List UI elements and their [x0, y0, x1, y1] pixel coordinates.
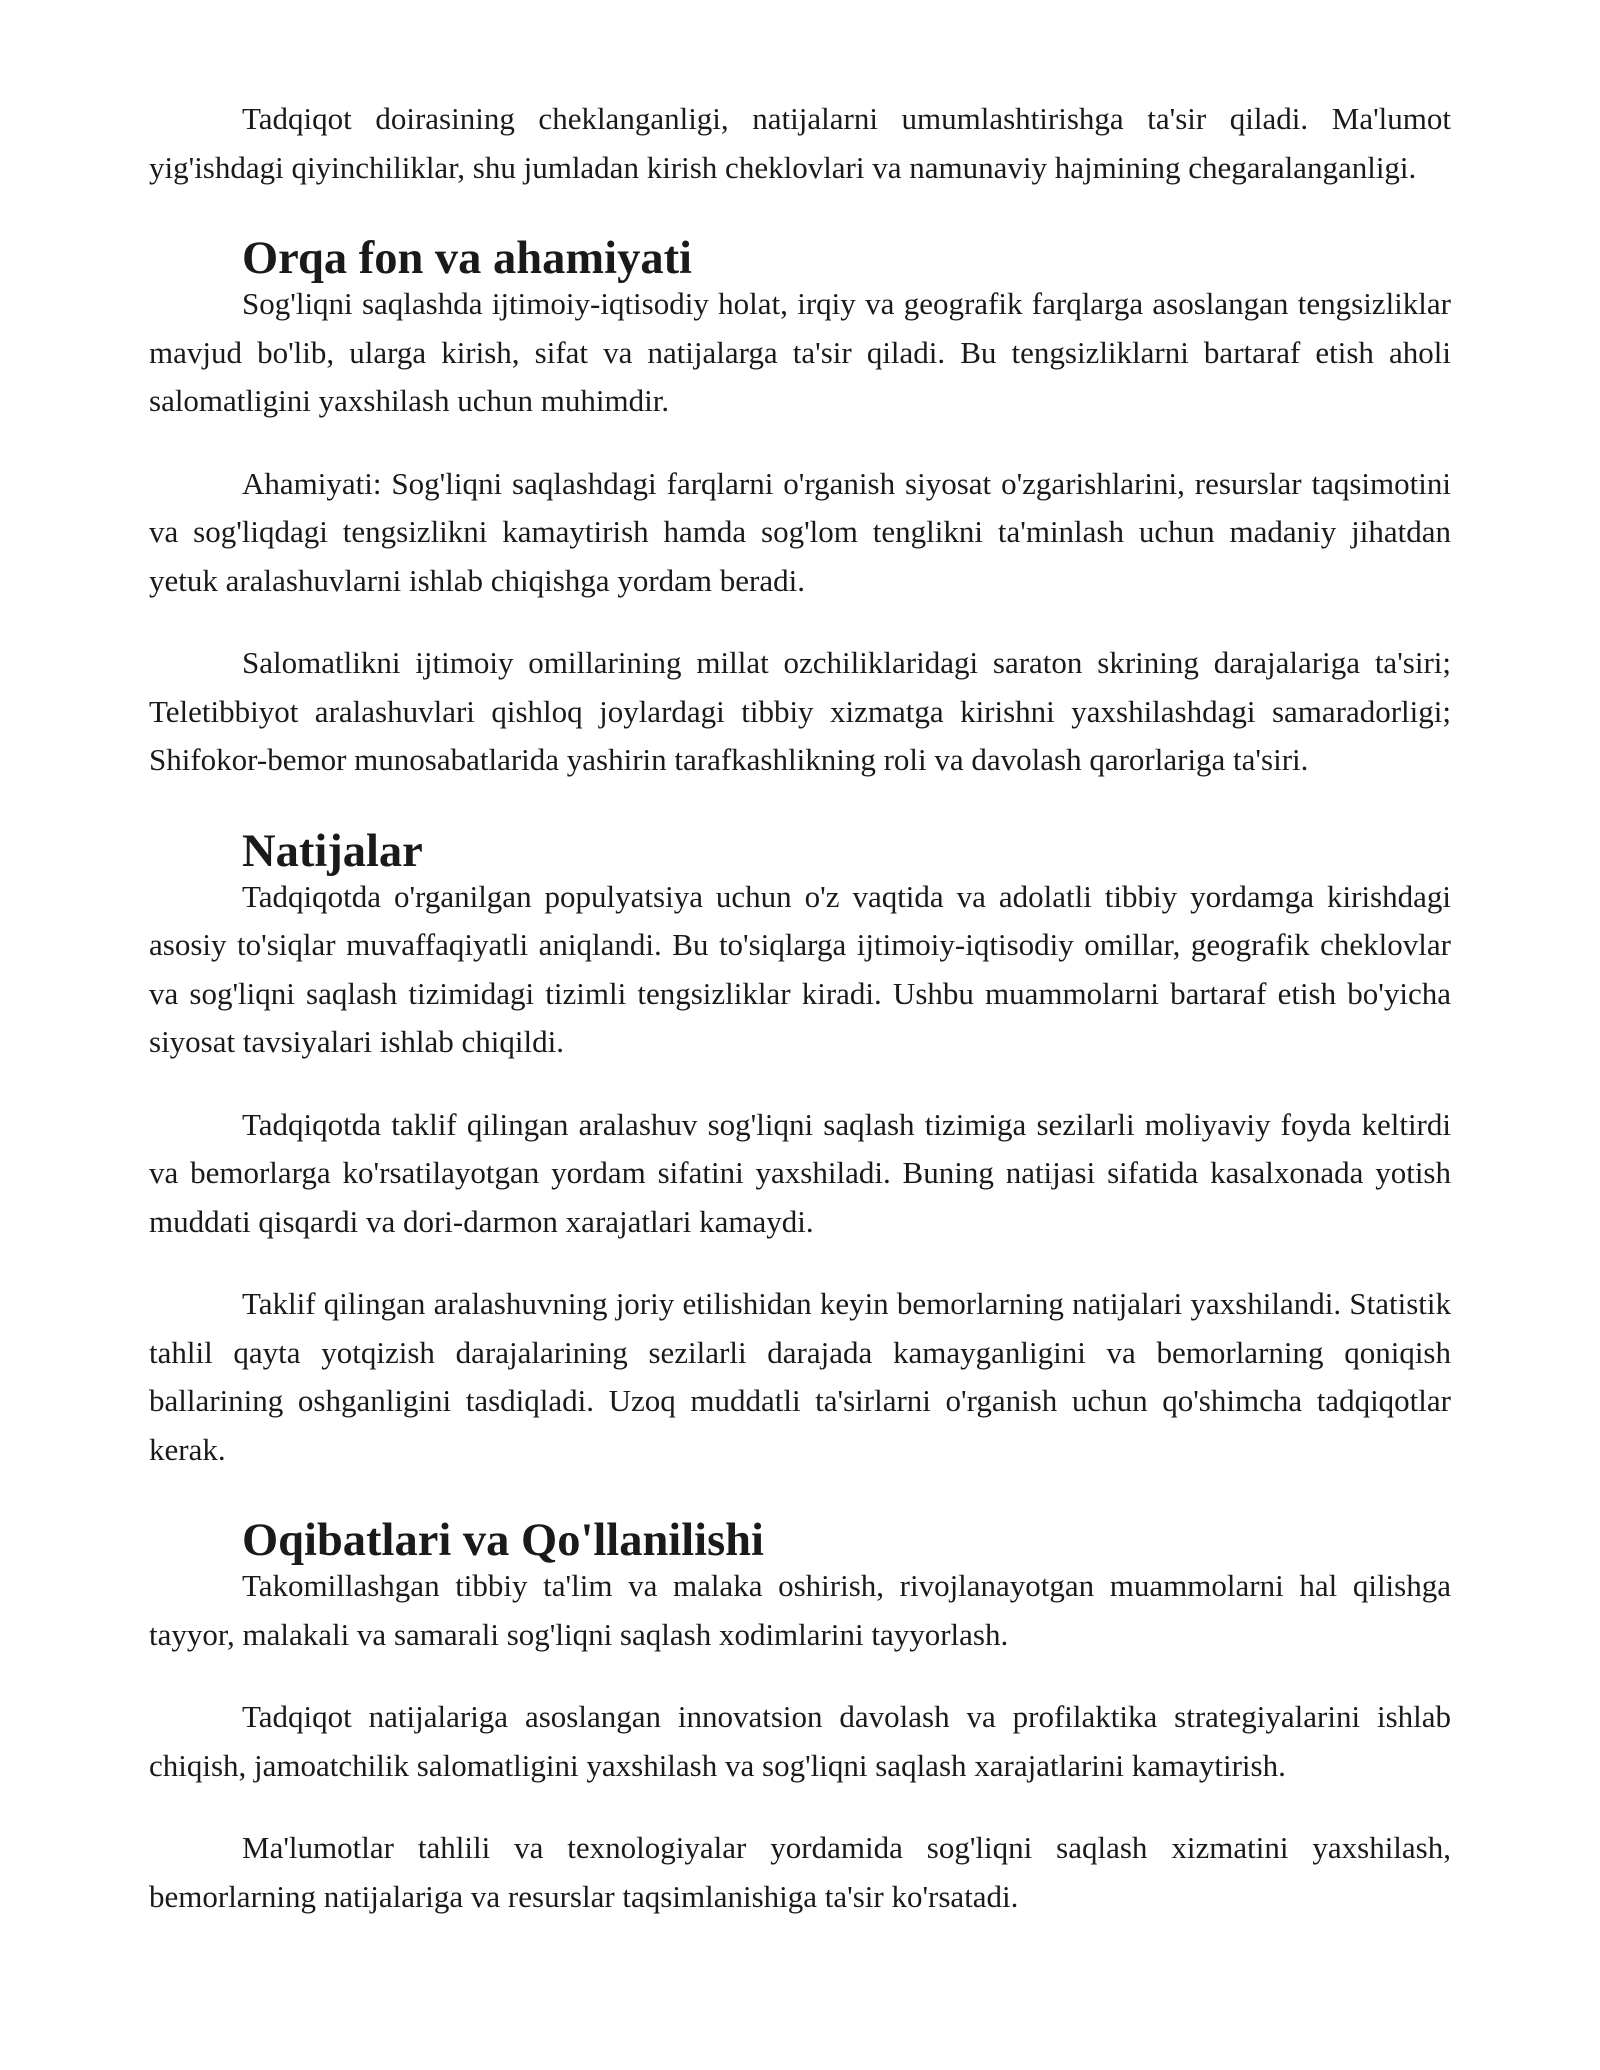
section-paragraph: Tadqiqot natijalariga asoslangan innovatsion davolash va profilaktika strategiyalarini ishlab chiqish, jamoatchilik salomatligini yaxshilash va sog'liqni saqlash xarajatlarini kamaytirish.: [149, 1699, 1451, 1783]
intro-paragraph: Tadqiqot doirasining cheklanganligi, natijalarni umumlashtirishga ta'sir qiladi. Ma'lumot yig'ishdagi qiyinchiliklar, shu jumladan kirish cheklovlari va namunaviy hajmining chegaralanganligi.: [149, 101, 1451, 185]
section-paragraph: Tadqiqotda taklif qilingan aralashuv sog'liqni saqlash tizimiga sezilarli moliyaviy foyda keltirdi va bemorlarga ko'rsatilayotgan yordam sifatini yaxshiladi. Buning natijasi sifatida kasalxonada yotish muddati qisqardi va dori-darmon xarajatlari kamaydi.: [149, 1106, 1451, 1239]
section-paragraph: Taklif qilingan aralashuvning joriy etilishidan keyin bemorlarning natijalari yaxshilandi. Statistik tahlil qayta yotqizish darajalarining sezilarli darajada kamayganligini va bemorlarning qoniqish ballarining oshganligini tasdiqladi. Uzoq muddatli ta'sirlarni o'rganish uchun qo'shimcha tadqiqotlar kerak.: [149, 1286, 1451, 1467]
section-paragraph: Ma'lumotlar tahlili va texnologiyalar yordamida sog'liqni saqlash xizmatini yaxshilash, bemorlarning natijalariga va resurslar taqsimlanishiga ta'sir ko'rsatadi.: [149, 1830, 1451, 1914]
section-paragraph: Ahamiyati: Sog'liqni saqlashdagi farqlarni o'rganish siyosat o'zgarishlarini, resurslar taqsimotini va sog'liqdagi tengsizlikni kamaytirish hamda sog'lom tenglikni ta'minlash uchun madaniy jihatdan yetuk aralashuvlarni ishlab chiqishga yordam beradi.: [149, 465, 1451, 598]
section-heading: Oqibatlari va Qo'llanilishi: [242, 1515, 764, 1566]
section-results: [149, 825, 1451, 1475]
section-paragraph: Sog'liqni saqlashda ijtimoiy-iqtisodiy holat, irqiy va geografik farqlarga asoslangan tengsizliklar mavjud bo'lib, ularga kirish, sifat va natijalarga ta'sir qiladi. Bu tengsizliklarni bartaraf etish aholi salomatligini yaxshilash uchun muhimdir.: [149, 286, 1451, 418]
section-paragraph: Takomillashgan tibbiy ta'lim va malaka oshirish, rivojlanayotgan muammolarni hal qilishga tayyor, malakali va samarali sog'liqni saqlash xodimlarini tayyorlash.: [149, 1568, 1451, 1652]
section-paragraph: Tadqiqotda o'rganilgan populyatsiya uchun o'z vaqtida va adolatli tibbiy yordamga kirishdagi asosiy to'siqlar muvaffaqiyatli aniqlandi. Bu to'siqlarga ijtimoiy-iqtisodiy omillar, geografik cheklovlar va sog'liqni saqlash tizimidagi tizimli tengsizliklar kiradi. Ushbu muammolarni bartaraf etish bo'yicha siyosat tavsiyalari ishlab chiqildi.: [149, 878, 1451, 1059]
section-heading: Orqa fon va ahamiyati: [242, 233, 692, 284]
section-implications: [149, 1515, 1451, 1921]
section-background: [149, 233, 1451, 785]
section-paragraph: Salomatlikni ijtimoiy omillarining millat ozchiliklaridagi saraton skrining darajalariga ta'siri; Teletibbiyot aralashuvlari qishloq joylardagi tibbiy xizmatga kirishni yaxshilashdagi samaradorligi; Shifokor-bemor munosabatlarida yashirin tarafkashlikning roli va davolash qarorlariga ta'siri.: [149, 645, 1451, 777]
section-heading: Natijalar: [242, 825, 423, 877]
document-page: [149, 95, 1451, 1955]
